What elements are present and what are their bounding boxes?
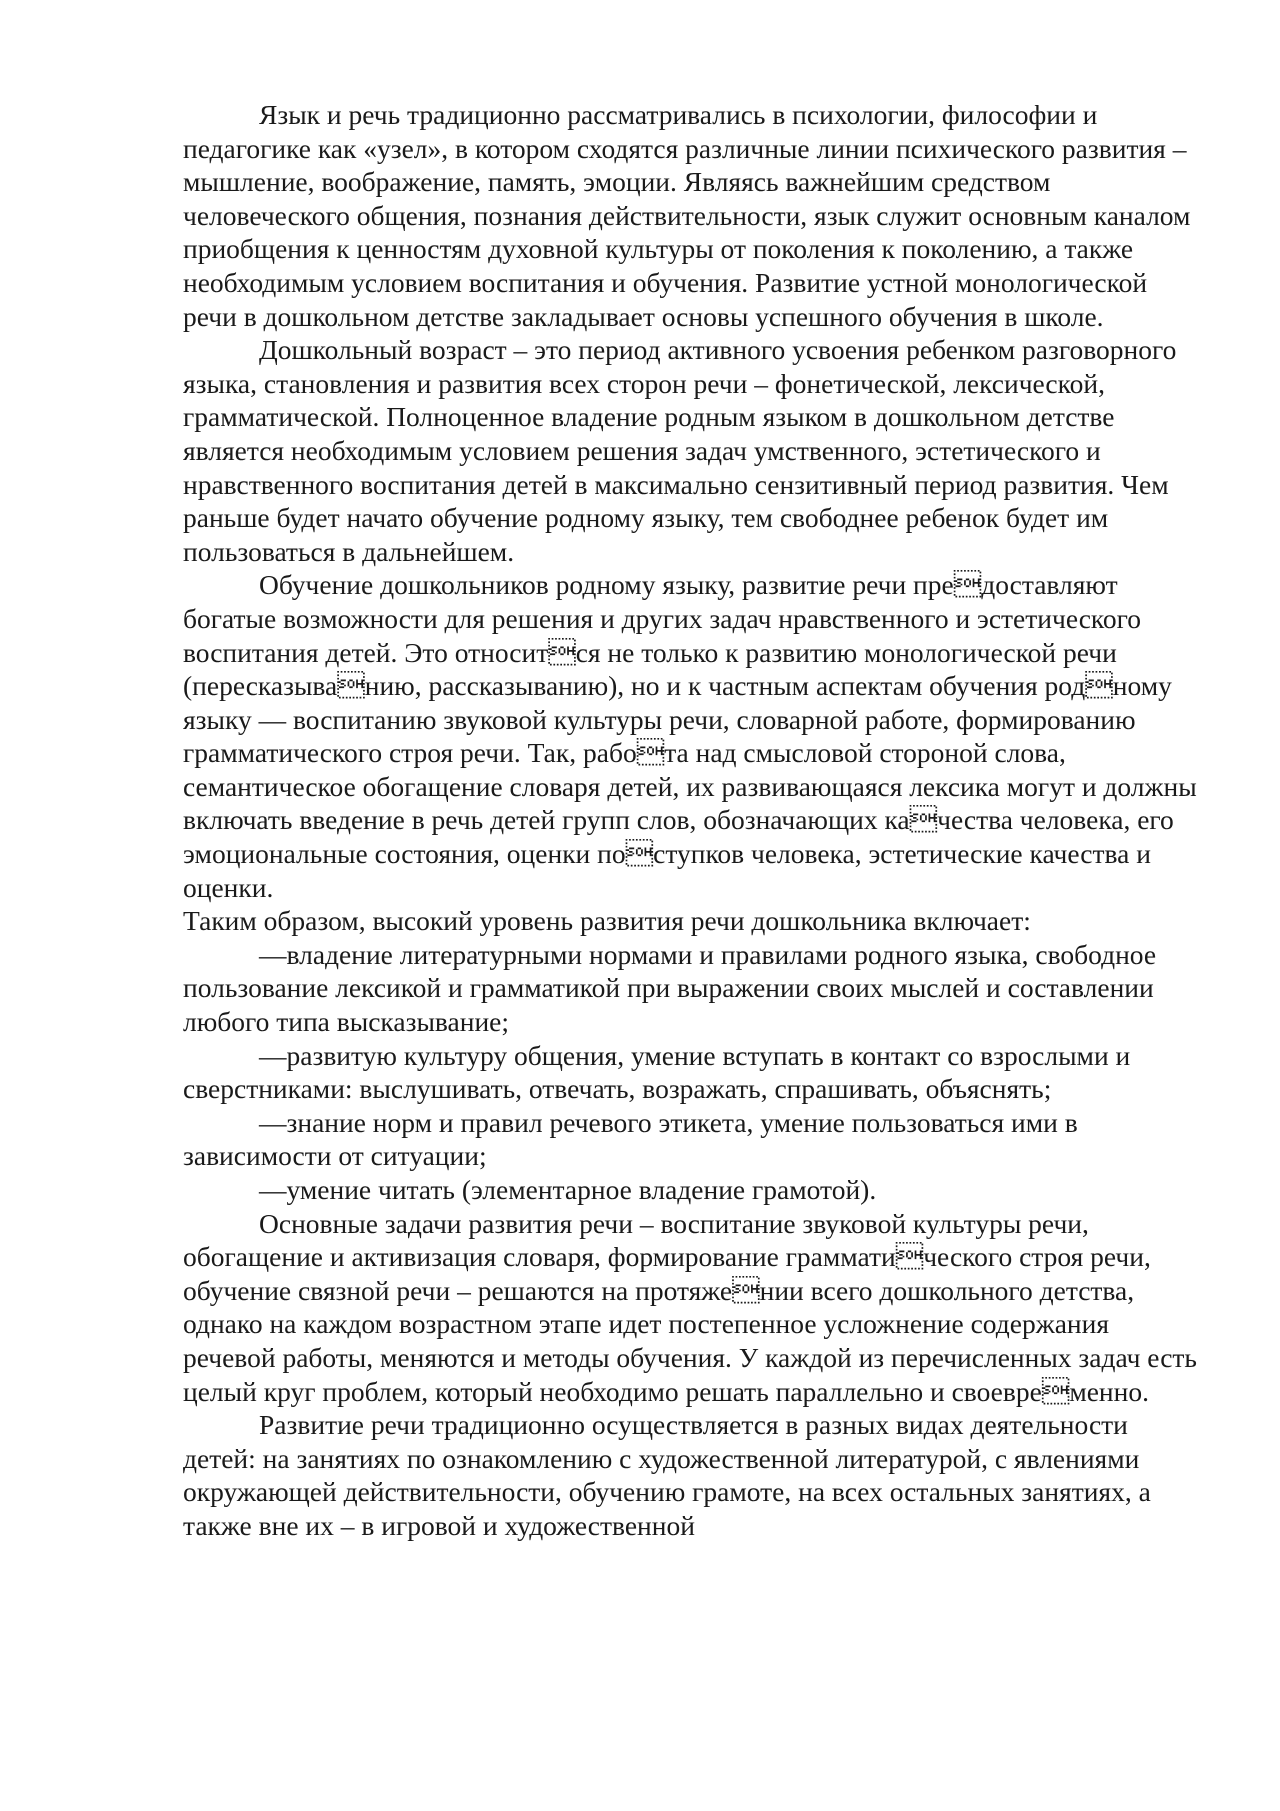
paragraph-preschool-age: Дошкольный возраст – это период активного усвоения ребенком разговорного языка, становления и развития всех сторон речи – фонетической, лексической, грамматической. Полноценное владение родным языком в дошкольном детстве является необходимым условием решения задач умственного, эстетического и нравственного воспитания детей в максимально сензитивный период развития. Чем раньше будет начато обучение родному языку, тем свободнее ребенок будет им пользоваться в дальнейшем. xyxy=(183,334,1177,567)
paragraph-activities: Развитие речи традиционно осуществляется в разных видах деятельности детей: на занятиях по ознакомлению с художественной литературой, с явлениями окружающей действительности, обучению грамоте, на всех остальных занятиях, а также вне их – в игровой и художественной xyxy=(183,1409,1151,1541)
paragraph-language-and-speech: Язык и речь традиционно рассматривались в психологии, философии и педагогике как «узел», в котором сходятся различные линии психического развития – мышление, воображение, память, эмоции. Являясь важнейшим средством человеческого общения, познания действительности, язык служит основным каналом приобщения к ценностям духовной культуры от поколения к поколению, а также необходимым условием воспитания и обучения. Развитие устной монологической речи в дошкольном детстве закладывает основы успешного обучения в школе. xyxy=(183,99,1191,332)
list-item-speech-etiquette: —знание норм и правил речевого этикета, умение пользоваться ими в зависимости от ситуации; xyxy=(183,1106,1078,1172)
document-page xyxy=(183,98,1199,1543)
paragraph-main-tasks: Основные задачи развития речи – воспитание звуковой культуры речи, обогащение и активизация словаря, формирование грамматического строя речи, обучение связной речи – решаются на протяжении всего дошкольного детства, однако на каждом возрастном этапе идет постепенное усложнение содержания речевой работы, меняются и методы обучения. У каждой из перечисленных задач есть целый круг проблем, который необходимо решать параллельно и своевременно. xyxy=(183,1207,1197,1407)
list-item-communication-culture: —развитую культуру общения, умение вступать в контакт со взрослыми и сверстниками: выслушивать, отвечать, возражать, спрашивать, объяснять; xyxy=(183,1039,1131,1105)
list-item-reading: —умение читать (элементарное владение грамотой). xyxy=(259,1174,877,1205)
paragraph-native-language-teaching: Обучение дошкольников родному языку, развитие речи предоставляют богатые возможности для решения и других задач нравственного и эстетического воспитания детей. Это относится не только к развитию монологической речи (пересказыванию, рассказыванию), но и к частным аспектам обучения родному языку — воспитанию звуковой культуры речи, словарной работе, формированию грамматического строя речи. Так, работа над смысловой стороной слова, семантическое обогащение словаря детей, их развивающаяся лексика могут и должны включать введение в речь детей групп слов, обозначающих качества человека, его эмоциональные состояния, оценки поступков человека, эстетические качества и оценки. xyxy=(183,569,1197,903)
paragraph-summary-intro: Таким образом, высокий уровень развития речи дошкольника включает: xyxy=(183,905,1031,937)
list-item-literary-norms: —владение литературными нормами и правилами родного языка, свободное пользование лексикой и грамматикой при выражении своих мыслей и составлении любого типа высказывание; xyxy=(183,938,1157,1038)
